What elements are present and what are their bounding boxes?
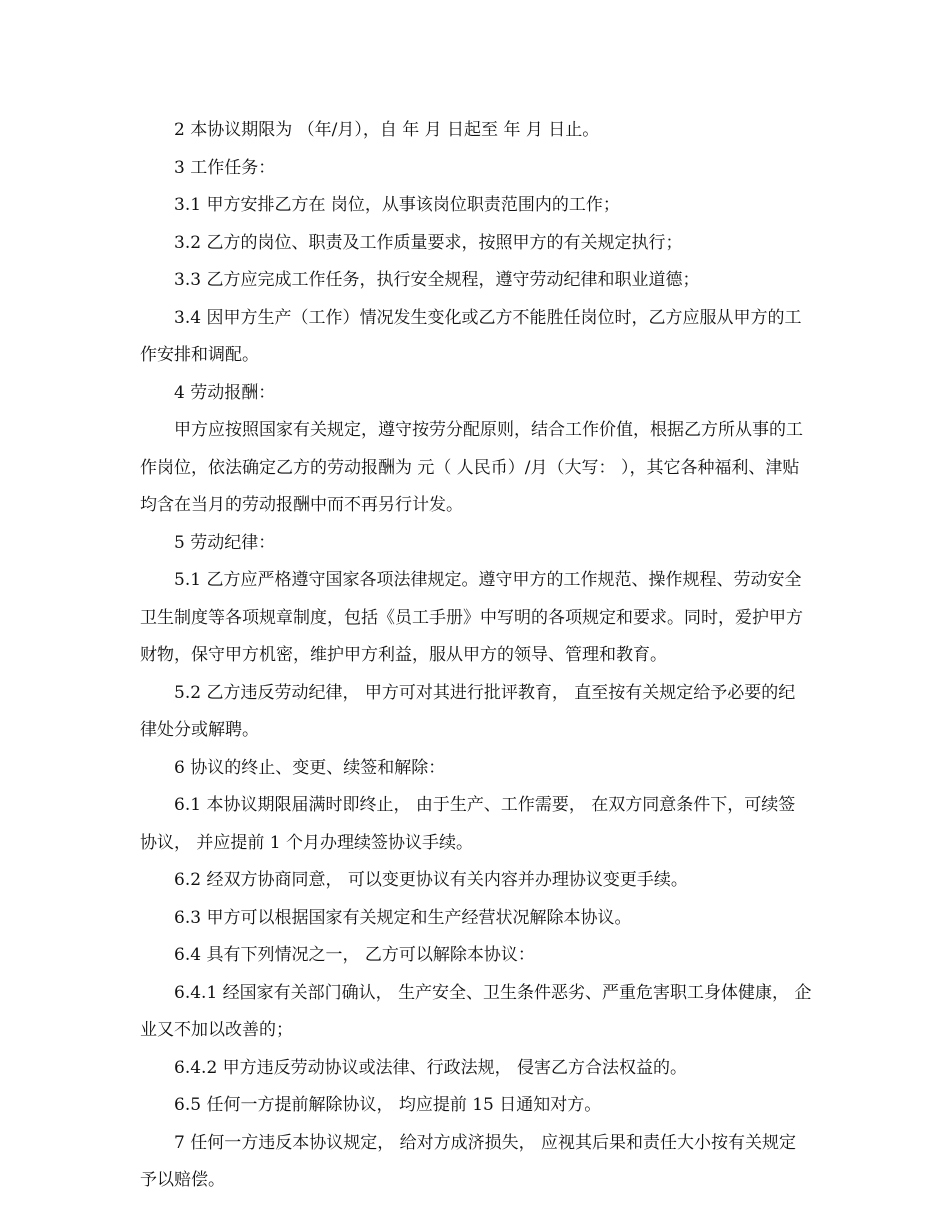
clause-6-5: 6.5 任何一方提前解除协议， 均应提前 15 日通知对方。 xyxy=(174,1095,602,1115)
clause-3-heading: 3 工作任务： xyxy=(174,157,276,178)
clause-4-heading: 4 劳动报酬： xyxy=(174,382,276,403)
clause-6-4-2: 6.4.2 甲方违反劳动协议或法律、行政法规， 侵害乙方合法权益的。 xyxy=(174,1057,688,1078)
clause-4-body: 甲方应按照国家有关规定，遵守按劳分配原则，结合工作价值，根据乙方所从事的工作岗位，依法确定乙方的劳动报酬为 元（ 人民币）/月（大写： ），其它各种福利、津贴均含在当月的劳动报酬中而不再另行计发。 xyxy=(140,420,803,515)
clause-7: 7 任何一方违反本协议规定， 给对方成济损失， 应视其后果和责任大小按有关规定予以赔偿。 xyxy=(140,1132,797,1190)
clause-2-term: 2 本协议期限为 （年/月），自 年 月 日起至 年 月 日止。 xyxy=(174,120,600,140)
clause-6-heading: 6 协议的终止、变更、续签和解除： xyxy=(174,757,446,778)
document-body xyxy=(140,112,812,1200)
clause-6-4-1: 6.4.1 经国家有关部门确认， 生产安全、卫生条件恶劣、严重危害职工身体健康， 企业又不加以改善的； xyxy=(140,982,812,1040)
clause-3-3: 3.3 乙方应完成工作任务，执行安全规程，遵守劳动纪律和职业道德； xyxy=(174,270,700,290)
clause-6-3: 6.3 甲方可以根据国家有关规定和生产经营状况解除本协议。 xyxy=(174,907,632,928)
clause-6-4: 6.4 具有下列情况之一， 乙方可以解除本协议： xyxy=(174,945,535,965)
clause-5-2: 5.2 乙方违反劳动纪律， 甲方可对其进行批评教育， 直至按有关规定给予必要的纪律处分或解聘。 xyxy=(140,682,796,740)
clause-3-1: 3.1 甲方安排乙方在 岗位，从事该岗位职责范围内的工作； xyxy=(174,195,620,215)
clause-5-1: 5.1 乙方应严格遵守国家各项法律规定。遵守甲方的工作规范、操作规程、劳动安全卫生制度等各项规章制度，包括《员工手册》中写明的各项规定和要求。同时，爱护甲方财物，保守甲方机密，维护甲方利益，服从甲方的领导、管理和教育。 xyxy=(140,570,803,665)
clause-6-1: 6.1 本协议期限届满时即终止， 由于生产、工作需要， 在双方同意条件下，可续签协议， 并应提前 1 个月办理续签协议手续。 xyxy=(140,795,796,853)
clause-6-2: 6.2 经双方协商同意， 可以变更协议有关内容并办理协议变更手续。 xyxy=(174,870,688,890)
clause-5-heading: 5 劳动纪律： xyxy=(174,532,276,553)
clause-3-2: 3.2 乙方的岗位、职责及工作质量要求，按照甲方的有关规定执行； xyxy=(174,232,683,253)
clause-3-4: 3.4 因甲方生产（工作）情况发生变化或乙方不能胜任岗位时，乙方应服从甲方的工作安排和调配。 xyxy=(140,307,802,365)
